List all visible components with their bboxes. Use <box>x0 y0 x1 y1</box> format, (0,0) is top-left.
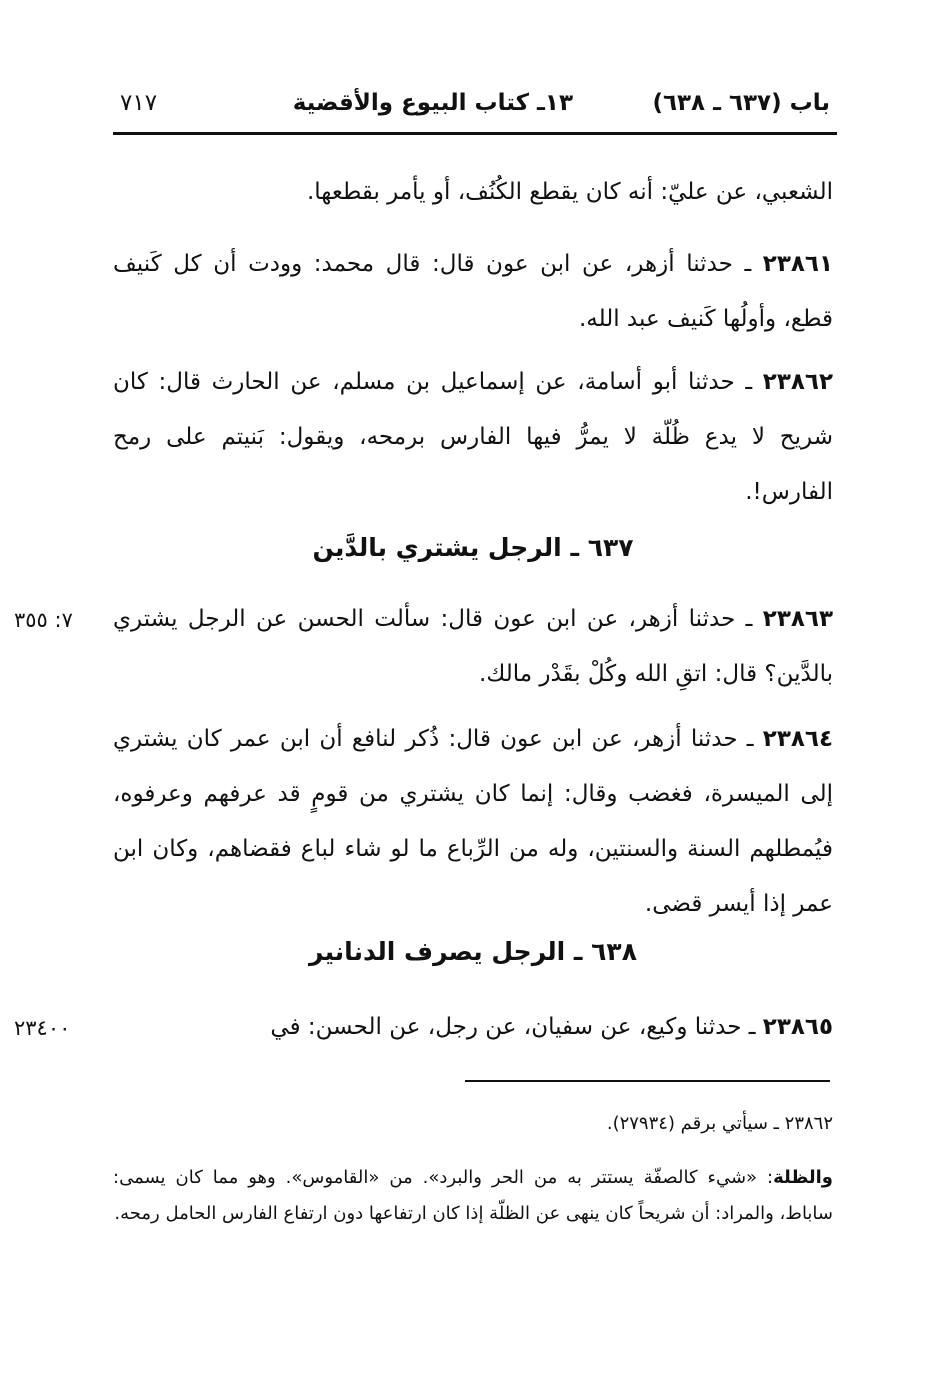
hadith-text: ـ حدثنا أزهر، عن ابن عون قال: سألت الحسن عن الرجل يشتري بالدَّين؟ قال: اتقِ الله وكُلْ بقَدْر مالك. <box>113 606 833 687</box>
margin-reference: ٢٣٤٠٠ <box>14 1016 71 1040</box>
paragraph-intro <box>113 165 833 220</box>
footnote-term: والظلة <box>773 1167 833 1188</box>
section-heading-638: ٦٣٨ ـ الرجل يصرف الدنانير <box>309 937 637 966</box>
hadith-23865 <box>113 1000 833 1055</box>
page-number: ٧١٧ <box>120 90 158 116</box>
hadith-text: ـ حدثنا أزهر، عن ابن عون قال: ذُكر لنافع أن ابن عمر كان يشتري إلى الميسرة، فغضب وقال: إنما كان يشتري من قومٍ قد عرفهم وعرفوه، فيُمطلهم السنة والسنتين، وله من الرِّباع ما لو شاء لباع فقضاهم، وكان ابن عمر إذا أيسر قضى. <box>113 726 833 917</box>
margin-reference: ٧: ٣٥٥ <box>14 608 73 632</box>
hadith-number: ٢٣٨٦١ <box>762 251 833 277</box>
hadith-number: ٢٣٨٦٢ <box>762 369 833 395</box>
hadith-23863 <box>113 592 833 702</box>
hadith-text: ـ حدثنا أزهر، عن ابن عون قال: قال محمد: وودت أن كل كَنيف قطع، وأولُها كَنيف عبد الله. <box>113 251 833 332</box>
hadith-23864 <box>113 712 833 932</box>
chapter-range: باب (٦٣٧ ـ ٦٣٨) <box>652 90 830 116</box>
hadith-number: ٢٣٨٦٥ <box>762 1014 833 1040</box>
footnote-1: ٢٣٨٦٢ ـ سيأتي برقم (٢٧٩٣٤). <box>606 1113 833 1134</box>
page-header <box>110 82 838 128</box>
hadith-number: ٢٣٨٦٤ <box>762 726 833 752</box>
footnote-text: : «شيء كالصفّة يستتر به من الحر والبرد». من «القاموس». وهو مما كان يسمى: ساباط، والمراد: أن شريحاً كان ينهى عن الظلّة إذا كان ارتفاعها دون ارتفاع الفارس الحامل رمحه. <box>113 1167 833 1224</box>
footnote-divider <box>465 1080 830 1082</box>
header-divider <box>113 132 837 135</box>
hadith-text: ـ حدثنا وكيع، عن سفيان، عن رجل، عن الحسن: في <box>270 1014 763 1040</box>
hadith-text: ـ حدثنا أبو أسامة، عن إسماعيل بن مسلم، عن الحارث قال: كان شريح لا يدع ظُلّة لا يمرُّ فيها الفارس برمحه، ويقول: بَنيتم على رمح الفارس!. <box>113 369 833 505</box>
footnote-2 <box>113 1160 833 1232</box>
paragraph-text: الشعبي، عن عليّ: أنه كان يقطع الكُنُف، أو يأمر بقطعها. <box>306 179 833 205</box>
hadith-number: ٢٣٨٦٣ <box>762 606 833 632</box>
hadith-23862 <box>113 355 833 520</box>
section-heading-637: ٦٣٧ ـ الرجل يشتري بالدَّين <box>312 533 634 562</box>
hadith-23861 <box>113 237 833 347</box>
book-title: ١٣ـ كتاب البيوع والأقضية <box>292 90 573 116</box>
